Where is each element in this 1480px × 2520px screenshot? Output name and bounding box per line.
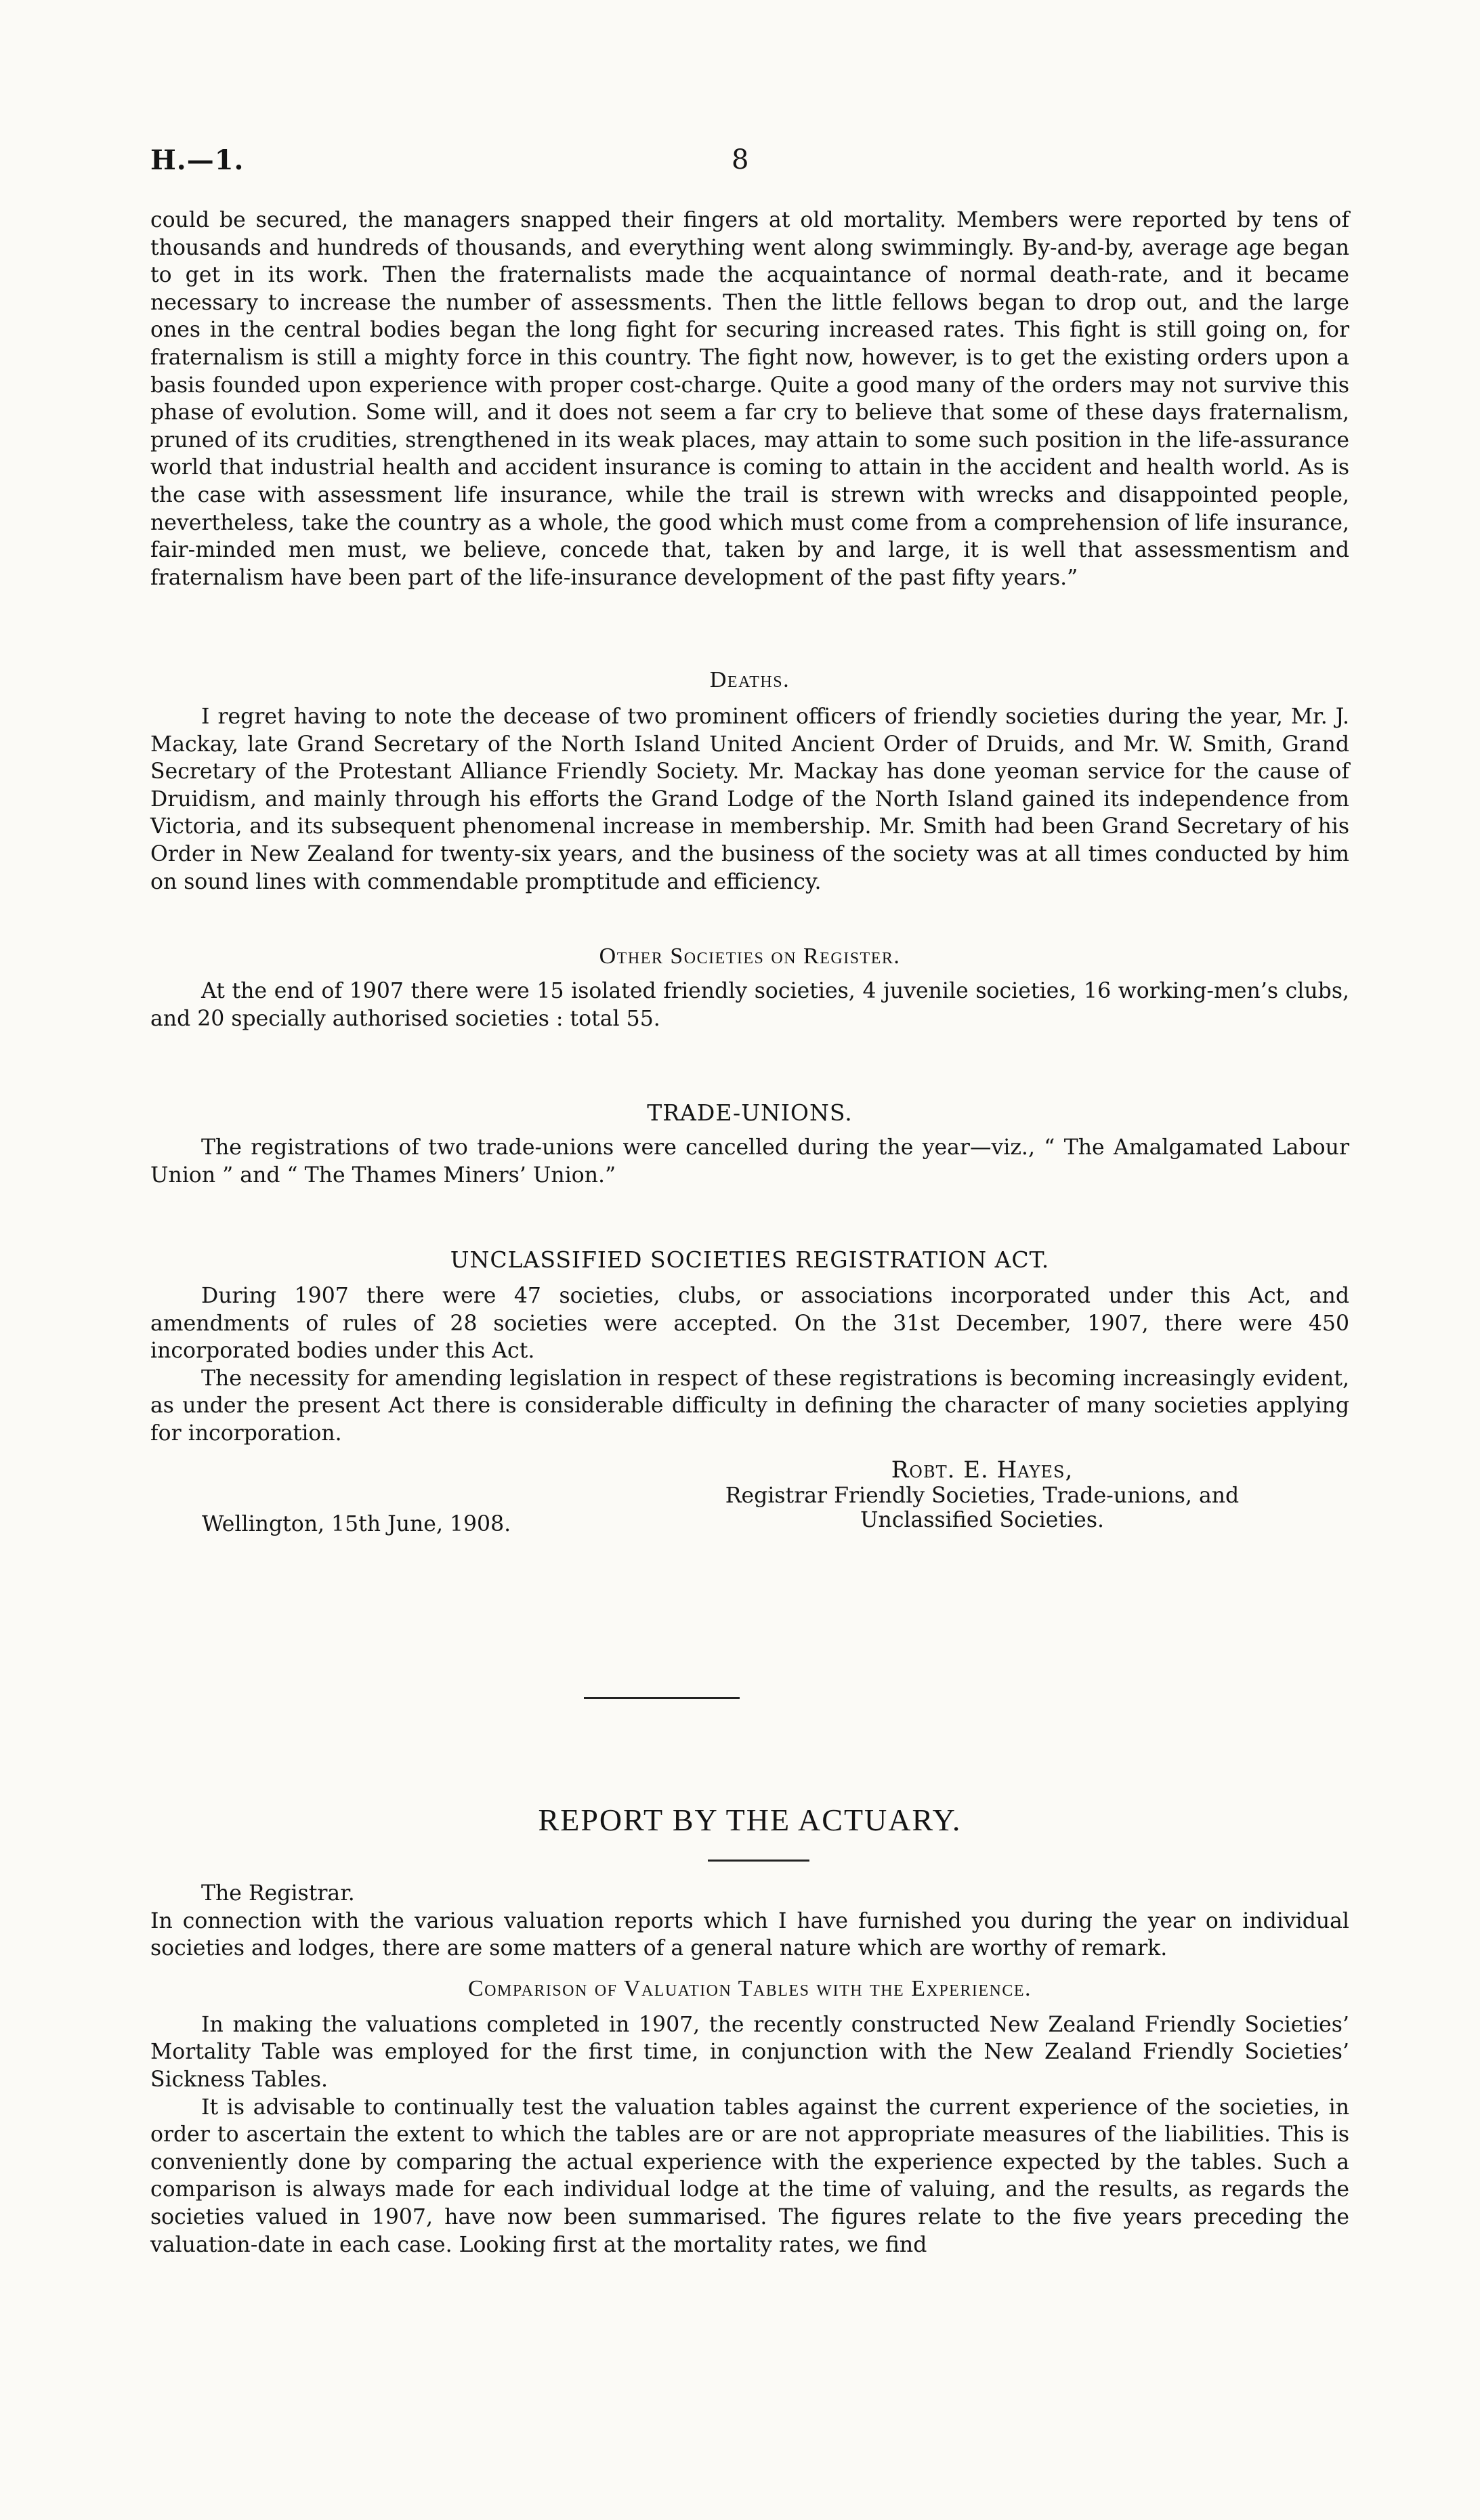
deaths-section — [150, 667, 1349, 896]
place-and-date: Wellington, 15th June, 1908. — [202, 1512, 511, 1536]
document-reference: H.—1. — [150, 144, 245, 176]
deaths-heading: Deaths. — [709, 667, 790, 692]
quotation-continued-section — [150, 207, 1349, 591]
trade-unions-paragraph: The registrations of two trade-unions were cancelled during the year—viz., “ The Amalgamated Labour Union ” and “ The Thames Miners’ Union.” — [150, 1135, 1349, 1188]
other-societies-section — [150, 944, 1349, 1032]
actuary-paragraph-2: It is advisable to continually test the valuation tables against the current experience of the societies, in order to ascertain the extent to which the tables are or are not appropriate measures of the liabilities. This is conveniently done by comparing the actual experience with the experience expected by the tables. Such a comparison is always made for each individual lodge at the time of valuing, and the results, as regards the societies valued in 1907, have now been summarised. The figures relate to the five years preceding the valuation-date in each case. Looking first at the mortality rates, we find — [150, 2095, 1349, 2257]
trade-unions-section — [150, 1099, 1349, 1189]
signature-title-line-1: Registrar Friendly Societies, Trade-unions, and — [725, 1484, 1240, 1508]
unclassified-paragraph-2: The necessity for amending legislation in respect of these registrations is becoming increasingly evident, as under the present Act there is considerable difficulty in defining the character of many societies applying for incorporation. — [150, 1366, 1349, 1446]
actuary-report-section — [150, 1802, 1349, 1838]
unclassified-section — [150, 1246, 1349, 1448]
page-number: 8 — [732, 144, 749, 175]
actuary-addressee: The Registrar. — [201, 1881, 355, 1906]
section-divider-rule — [584, 1697, 740, 1699]
signature-block — [704, 1456, 1260, 1532]
deaths-paragraph: I regret having to note the decease of two prominent officers of friendly societies during the year, Mr. J. Mackay, late Grand Secretary of the North Island United Ancient Order of Druids, and Mr. W. Smith, Grand Secretary of the Protestant Alliance Friendly Society. Mr. Mackay has done yeoman service for the cause of Druidism, and mainly through his efforts the Grand Lodge of the North Island gained its independence from Victoria, and its subsequent phenomenal increase in membership. Mr. Smith had been Grand Secretary of his Order in New Zealand for twenty-six years, and the business of the society was at all times conducted by him on sound lines with commendable promptitude and efficiency. — [150, 705, 1349, 894]
actuary-report-body — [150, 1880, 1349, 2259]
actuary-report-heading: REPORT BY THE ACTUARY. — [538, 1803, 962, 1837]
quotation-paragraph: could be secured, the managers snapped their fingers at old mortality. Members were reported by tens of thousands and hundreds of thousands, and everything went along swimmingly. By-and-by, average age began to get in its work. Then the fraternalists made the acquaintance of normal death-rate, and it became necessary to increase the number of assessments. Then the little fellows began to drop out, and the large ones in the central bodies began the long fight for securing increased rates. This fight is still going on, for fraternalism is still a mighty force in this country. The fight now, however, is to get the existing orders upon a basis founded upon experience with proper cost-charge. Quite a good many of the orders may not survive this phase of evolution. Some will, and it does not seem a far cry to believe that some of these days fraternalism, pruned of its crudities, strengthened in its weak places, may attain to some such position in the life-assurance world that industrial health and accident insurance is coming to attain in the accident and health world. As is the case with assessment life insurance, while the trail is strewn with wrecks and disappointed people, nevertheless, take the country as a whole, the good which must come from a comprehension of life insurance, fair-minded men must, we believe, concede that, taken by and large, it is well that assessmentism and fraternalism have been part of the life-insurance development of the past fifty years.” — [150, 208, 1349, 590]
signature-name: Robt. E. Hayes, — [891, 1456, 1074, 1484]
actuary-intro-paragraph: In connection with the various valuation reports which I have furnished you during the year on individual societies and lodges, there are some matters of a general nature which are worthy of remark. — [150, 1908, 1349, 1961]
other-societies-heading: Other Societies on Register. — [599, 944, 901, 969]
actuary-heading-underline — [708, 1860, 809, 1862]
trade-unions-heading: TRADE-UNIONS. — [647, 1099, 853, 1126]
unclassified-heading: UNCLASSIFIED SOCIETIES REGISTRATION ACT. — [450, 1246, 1050, 1273]
comparison-subheading: Comparison of Valuation Tables with the Experience. — [468, 1975, 1032, 2001]
actuary-paragraph-1: In making the valuations completed in 1907, the recently constructed New Zealand Friendly Societies’ Mortality Table was employed for the first time, in conjunction with the New Zealand Friendly Societies’ Sickness Tables. — [150, 2012, 1349, 2092]
other-societies-paragraph: At the end of 1907 there were 15 isolated friendly societies, 4 juvenile societies, 16 working-men’s clubs, and 20 specially authorised societies : total 55. — [150, 979, 1349, 1031]
signature-title-line-2: Unclassified Societies. — [860, 1508, 1105, 1532]
unclassified-paragraph-1: During 1907 there were 47 societies, clubs, or associations incorporated under this Act, and amendments of rules of 28 societies were accepted. On the 31st December, 1907, there were 450 incorporated bodies under this Act. — [150, 1284, 1349, 1364]
